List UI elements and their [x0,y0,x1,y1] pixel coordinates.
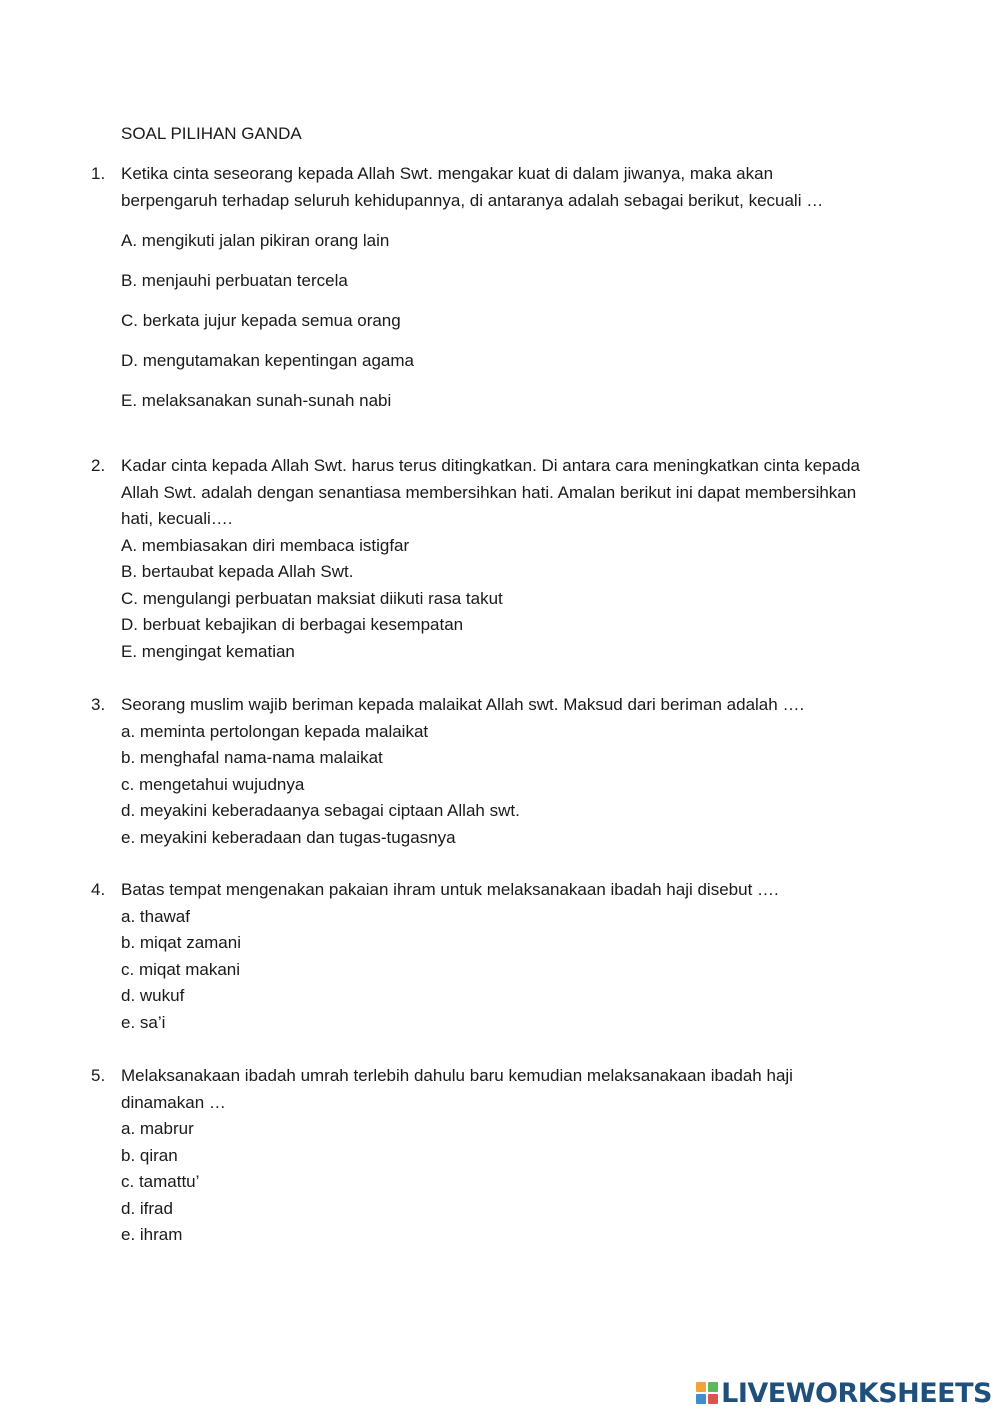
option-e: e. sa’i [121,1012,166,1032]
question-stem: Kadar cinta kepada Allah Swt. harus terus ditingkatkan. Di antara cara meningkatkan cinta kepada Allah Swt. adalah dengan senantiasa membersihkan hati. Amalan berikut ini dapat membersihkan hati, kecuali…. [121,456,860,528]
option-b: b. menghafal nama-nama malaikat [121,748,383,767]
option-b: B. bertaubat kepada Allah Swt. [121,562,354,581]
logo-tile-icon [708,1382,718,1392]
question-number: 5. [91,1066,106,1085]
logo-tile-icon [696,1394,706,1404]
option-e: E. melaksanakan sunah-sunah nabi [121,390,392,410]
option-a: a. mabrur [121,1119,194,1138]
option-b: b. qiran [121,1145,178,1165]
liveworksheets-logo-icon [696,1382,718,1404]
option-a: A. mengikuti jalan pikiran orang lain [121,230,390,250]
option-a: a. meminta pertolongan kepada malaikat [121,721,429,741]
question-2 [91,453,871,665]
option-c: C. berkata jujur kepada semua orang [121,310,401,330]
question-number: 2. [91,456,106,475]
question-stem: Ketika cinta seseorang kepada Allah Swt. mengakar kuat di dalam jiwanya, maka akan berpengaruh terhadap seluruh kehidupannya, di antaranya adalah sebagai berikut, kecuali … [121,164,824,210]
logo-tile-icon [708,1394,718,1404]
question-3 [91,692,871,851]
option-a: a. thawaf [121,906,190,926]
option-a: A. membiasakan diri membaca istigfar [121,535,410,555]
question-1 [91,161,871,414]
option-c: c. miqat makani [121,959,241,979]
question-stem: Seorang muslim wajib beriman kepada malaikat Allah swt. Maksud dari beriman adalah …. [121,695,805,714]
question-5 [91,1063,871,1249]
option-d: d. ifrad [121,1198,173,1218]
option-d: D. mengutamakan kepentingan agama [121,350,414,370]
brand-wordmark: LIVEWORKSHEETS [721,1377,992,1409]
option-c: c. mengetahui wujudnya [121,774,305,794]
logo-tile-icon [696,1382,706,1392]
option-e: e. meyakini keberadaan dan tugas-tugasnya [121,827,456,847]
question-4 [91,877,871,1036]
option-c: C. mengulangi perbuatan maksiat diikuti rasa takut [121,588,503,608]
question-number: 4. [91,880,106,899]
option-b: B. menjauhi perbuatan tercela [121,270,348,290]
option-c: c. tamattu’ [121,1172,200,1191]
question-number: 3. [91,695,106,714]
option-d: d. meyakini keberadaanya sebagai ciptaan Allah swt. [121,801,520,820]
question-stem: Melaksanakaan ibadah umrah terlebih dahulu baru kemudian melaksanakaan ibadah haji dinamakan … [121,1066,793,1112]
option-e: e. ihram [121,1225,183,1244]
option-b: b. miqat zamani [121,933,241,952]
worksheet-heading: SOAL PILIHAN GANDA [121,124,302,143]
option-d: d. wukuf [121,986,185,1005]
option-e: E. mengingat kematian [121,641,295,661]
option-d: D. berbuat kebajikan di berbagai kesempatan [121,615,464,634]
liveworksheets-brand [696,1377,992,1409]
question-number: 1. [91,164,106,183]
question-stem: Batas tempat mengenakan pakaian ihram untuk melaksanakaan ibadah haji disebut …. [121,880,779,899]
